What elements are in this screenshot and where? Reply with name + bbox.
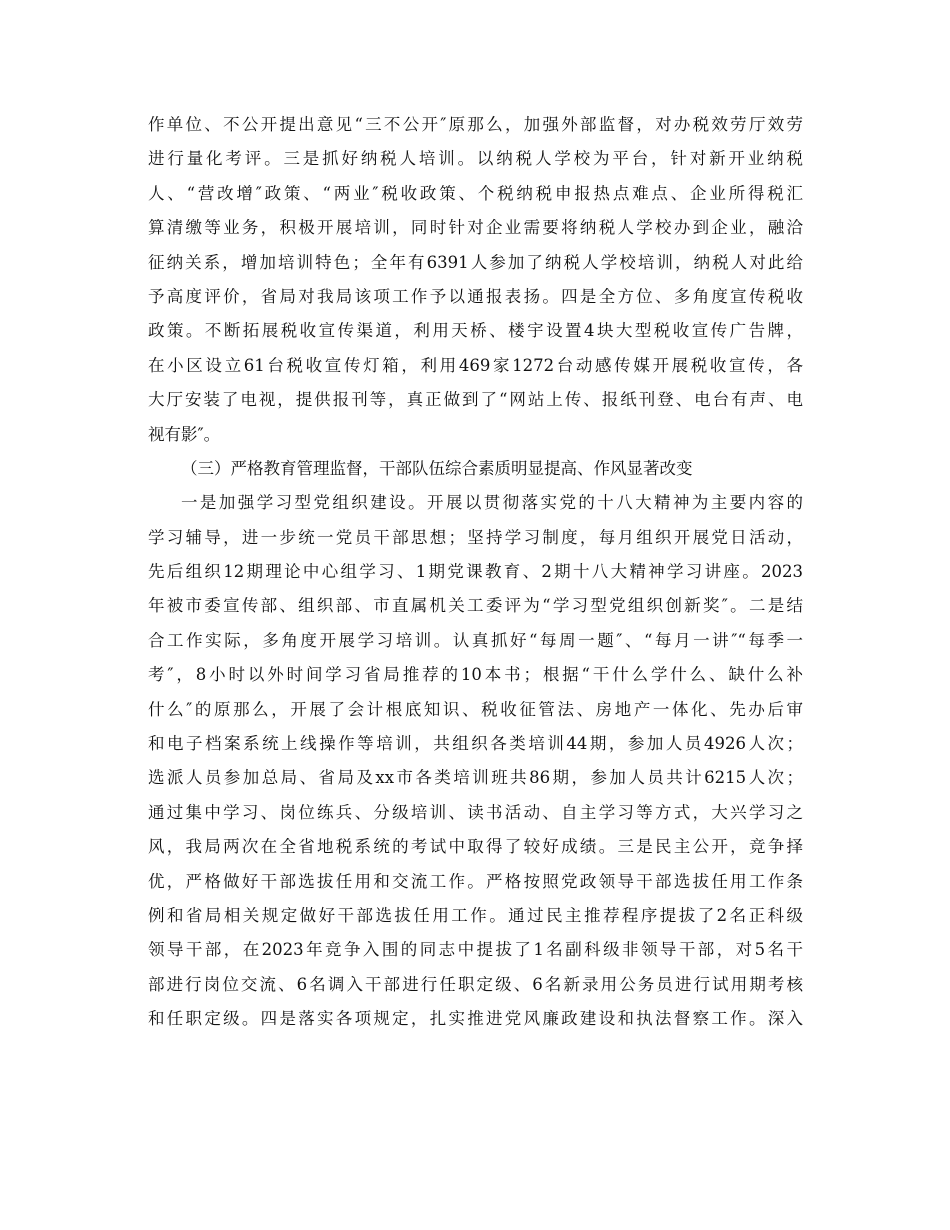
text-line: 合工作实际，多角度开展学习培训。认真抓好“每周一题″、“每月一讲″“每季一 [148,630,803,650]
text-line: 优，严格做好干部选拔任用和交流工作。严格按照党政领导干部选拔任用工作条 [148,871,803,891]
text-line: 一是加强学习型党组织建设。开展以贯彻落实党的十八大精神为主要内容的 [181,493,803,513]
text-line: 部进行岗位交流、6名调入干部进行任职定级、6名新录用公务员进行试用期考核 [148,974,803,994]
text-line: 视有影″。 [148,424,221,444]
text-line: 领导干部，在2023年竞争入围的同志中提拔了1名副科级非领导干部，对5名干 [148,940,803,960]
text-line: 什么″的原那么，开展了会计根底知识、税收征管法、房地产一体化、先办后审 [148,699,803,719]
text-line: 人、“营改增″政策、“两业″税收政策、个税纳税申报热点难点、企业所得税汇 [148,183,803,203]
text-line: 政策。不断拓展税收宣传渠道，利用天桥、楼宇设置4块大型税收宣传广告牌， [148,321,803,341]
text-line: 征纳关系，增加培训特色；全年有6391人参加了纳税人学校培训，纳税人对此给 [148,252,803,272]
text-line: 风，我局两次在全省地税系统的考试中取得了较好成绩。三是民主公开，竞争择 [148,837,803,857]
text-line: 考″，8小时以外时间学习省局推荐的10本书；根据“干什么学什么、缺什么补 [148,665,803,685]
text-line: 例和省局相关规定做好干部选拔任用工作。通过民主推荐程序提拔了2名正科级 [148,905,803,925]
section-heading: （三）严格教育管理监督，干部队伍综合素质明显提高、作风显著改变 [181,458,693,478]
document-body [148,108,803,1037]
text-line: 通过集中学习、岗位练兵、分级培训、读书活动、自主学习等方式，大兴学习之 [148,802,803,822]
text-line: 先后组织12期理论中心组学习、1期党课教育、2期十八大精神学习讲座。2023 [148,562,803,582]
text-line: 算清缴等业务，积极开展培训，同时针对企业需要将纳税人学校办到企业，融洽 [148,218,803,238]
text-line: 选派人员参加总局、省局及xx市各类培训班共86期，参加人员共计6215人次； [148,768,803,788]
text-line: 大厅安装了电视，提供报刊等，真正做到了“网站上传、报纸刊登、电台有声、电 [148,390,803,410]
text-line: 和任职定级。四是落实各项规定，扎实推进党风廉政建设和执法督察工作。深入 [148,1009,803,1029]
text-line: 作单位、不公开提出意见“三不公开″原那么，加强外部监督，对办税效劳厅效劳 [148,115,803,134]
text-line: 在小区设立61台税收宣传灯箱，利用469家1272台动感传媒开展税收宣传，各 [148,355,803,375]
text-line: 进行量化考评。三是抓好纳税人培训。以纳税人学校为平台，针对新开业纳税 [148,149,803,169]
text-line: 年被市委宣传部、组织部、市直属机关工委评为“学习型党组织创新奖″。二是结 [148,596,803,616]
text-line: 予高度评价，省局对我局该项工作予以通报表扬。四是全方位、多角度宣传税收 [148,286,803,306]
text-line: 学习辅导，进一步统一党员干部思想；坚持学习制度，每月组织开展党日活动， [148,527,803,547]
text-line: 和电子档案系统上线操作等培训，共组织各类培训44期，参加人员4926人次； [148,734,803,754]
